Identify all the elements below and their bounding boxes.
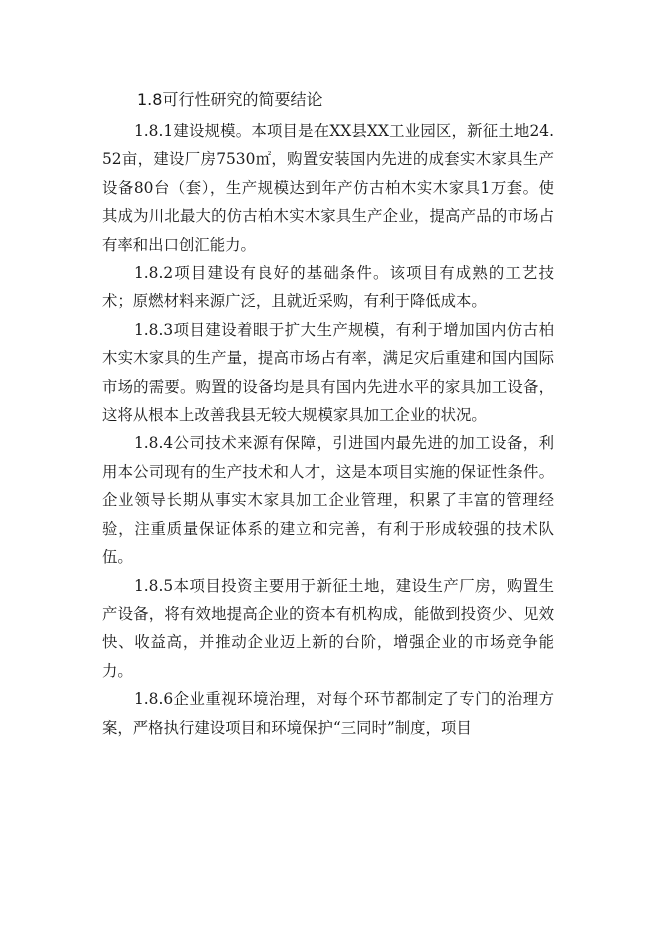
paragraph-1-8-3: 1.8.3项目建设着眼于扩大生产规模，有利于增加国内仿古柏木实木家具的生产量，提高市场占有率，满足灾后重建和国内国际市场的需要。购置的设备均是具有国内先进水平的家具加工设备，这将从根本上改善我县无较大规模家具加工企业的状况。 [102,320,554,425]
paragraph-1-8-1: 1.8.1建设规模。本项目是在XX县XX工业园区，新征土地24.52亩，建设厂房7530㎡，购置安装国内先进的成套实木家具生产设备80台（套），生产规模达到年产仿古柏木实木家具1万套。使其成为川北最大的仿古柏木实木家具生产企业，提高产品的市场占有率和出口创汇能力。 [102,122,554,254]
paragraph-1-8-6: 1.8.6企业重视环境治理，对每个环节都制定了专门的治理方案，严格执行建设项目和环境保护“三同时”制度，项目 [102,690,554,737]
paragraph-1-8-5: 1.8.5本项目投资主要用于新征土地，建设生产厂房，购置生产设备，将有效地提高企业的资本有机构成，能做到投资少、见效快、收益高，并推动企业迈上新的台阶，增强企业的市场竞争能力。 [102,576,554,680]
section-heading: 1.8可行性研究的简要结论 [137,90,323,109]
paragraph-1-8-4: 1.8.4公司技术来源有保障，引进国内最先进的加工设备，利用本公司现有的生产技术和人才，这是本项目实施的保证性条件。企业领导长期从事实木家具加工企业管理，积累了丰富的管理经验，注重质量保证体系的建立和完善，有利于形成较强的技术队伍。 [102,434,554,567]
section-body [102,117,554,742]
paragraph-1-8-2: 1.8.2项目建设有良好的基础条件。该项目有成熟的工艺技术；原燃材料来源广泛，且就近采购，有利于降低成本。 [102,264,554,311]
